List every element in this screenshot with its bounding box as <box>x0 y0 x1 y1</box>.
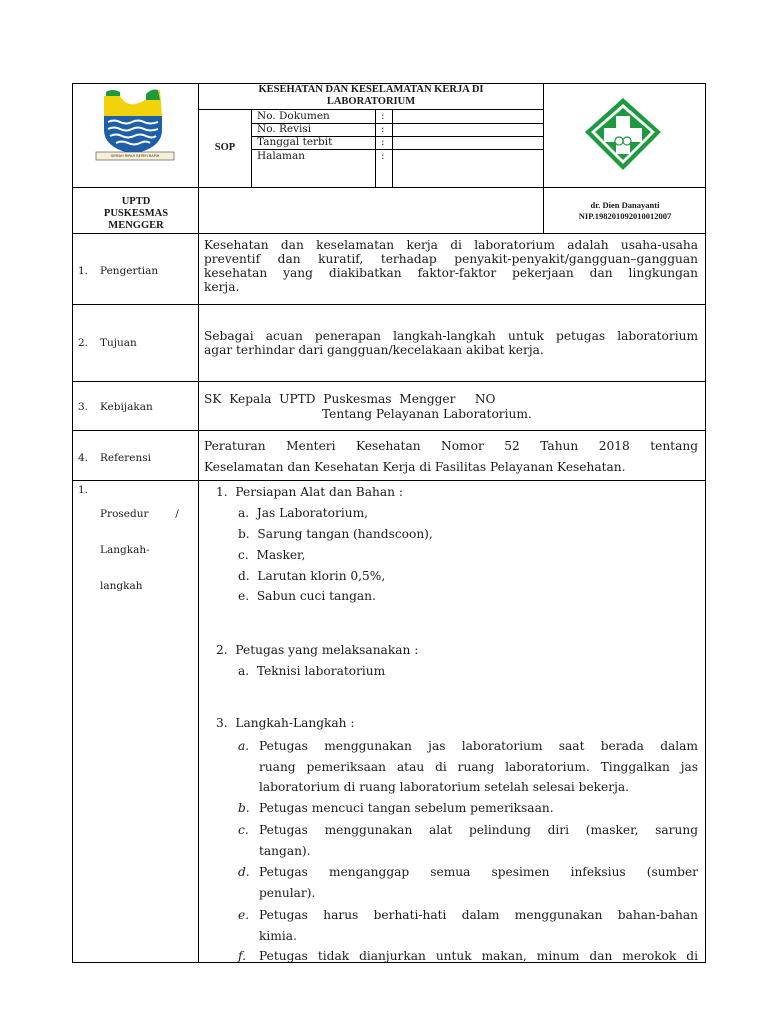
s3-a-line-1: Petugas menggunakan jas laboratorium saat berada dalam <box>259 739 698 753</box>
logo-banner-text: GEMAH RIPAH REPEH RAPIH <box>110 154 160 158</box>
signer-block <box>543 200 707 222</box>
meta-label-revisi: No. Revisi <box>257 123 312 135</box>
s3-e-line-2: kimia. <box>259 929 297 943</box>
s3-letter-d: d. <box>238 865 250 879</box>
s1-item-b: b. Sarung tangan (handscoon), <box>238 527 433 541</box>
org-line-1: UPTD <box>121 196 151 207</box>
s1-item-d: d. Larutan klorin 0,5%, <box>238 569 386 583</box>
s3-letter-b: b. <box>238 801 250 815</box>
s2-item-a: a. Teknisi laboratorium <box>238 664 386 678</box>
s3-a-line-3: laboratorium di ruang laboratorium setelah selesai bekerja. <box>259 780 629 794</box>
s1-item-a: a. Jas Laboratorium, <box>238 506 368 520</box>
s3-d-line-1: Petugas menganggap semua spesimen infeksius (sumber <box>259 865 698 879</box>
pengertian-text: Kesehatan dan keselamatan kerja di laboratorium adalah usaha-usaha preventif dan kuratif, terhadap penyakit-penyakit/gangguan–gangguan kesehatan yang diakibatkan faktor-faktor pekerjaan dan lingkungan kerja. <box>204 238 698 294</box>
s3-title: 3. Langkah-Langkah : <box>216 716 355 730</box>
s3-d-line-2: penular). <box>259 886 316 900</box>
meta-label-tanggal: Tanggal terbit <box>257 136 333 148</box>
s3-a-line-2: ruang pemeriksaan atau di ruang laboratorium. Tinggalkan jas <box>259 760 698 774</box>
meta-sep-revisi: : <box>381 123 385 135</box>
document-title <box>200 84 542 108</box>
regency-logo <box>92 86 178 162</box>
s3-c-line-1: Petugas menggunakan alat pelindung diri (masker, sarung <box>259 823 698 837</box>
tujuan-text: Sebagai acuan penerapan langkah-langkah untuk petugas laboratorium agar terhindar dari gangguan/kecelakaan akibat kerja. <box>204 329 698 357</box>
kebijakan-line-2: Tentang Pelayanan Laboratorium. <box>322 407 532 421</box>
signer-name: dr. Dien Danayanti <box>590 200 660 210</box>
meta-sep-dokumen: : <box>381 110 385 122</box>
signer-nip: NIP.198201092010012007 <box>578 211 672 221</box>
meta-label-dokumen: No. Dokumen <box>257 110 330 122</box>
s3-letter-e: e. <box>238 908 250 922</box>
s3-f-line-1: Petugas tidak dianjurkan untuk makan, minum dan merokok di <box>259 949 698 963</box>
s3-letter-c: c. <box>238 823 249 837</box>
organization-name <box>74 196 198 232</box>
s3-c-line-2: tangan). <box>259 844 311 858</box>
kebijakan-line-1: SK Kepala UPTD Puskesmas Mengger NO <box>204 392 496 406</box>
title-line-1: KESEHATAN DAN KESELAMATAN KERJA DI <box>258 84 484 95</box>
s3-letter-a: a. <box>238 739 250 753</box>
puskesmas-logo <box>583 96 663 172</box>
s3-letter-f: f. <box>238 949 246 963</box>
meta-sep-tanggal: : <box>381 136 385 148</box>
s2-title: 2. Petugas yang melaksanakan : <box>216 643 419 657</box>
meta-sep-halaman: : <box>381 150 385 162</box>
org-line-2: PUSKESMAS <box>103 208 169 219</box>
s3-e-line-1: Petugas harus berhati-hati dalam menggunakan bahan-bahan <box>259 908 698 922</box>
s1-item-c: c. Masker, <box>238 548 306 562</box>
org-line-3: MENGGER <box>108 220 164 231</box>
meta-label-halaman: Halaman <box>257 150 306 162</box>
referensi-text: Peraturan Menteri Kesehatan Nomor 52 Tahun 2018 tentang Keselamatan dan Kesehatan Kerja di Fasilitas Pelayanan Kesehatan. <box>204 439 698 474</box>
s3-b-line-1: Petugas mencuci tangan sebelum pemeriksaan. <box>259 801 554 815</box>
title-line-2: LABORATORIUM <box>326 96 416 107</box>
s1-title: 1. Persiapan Alat dan Bahan : <box>216 485 403 499</box>
sop-label: SOP <box>214 142 236 153</box>
s1-item-e: e. Sabun cuci tangan. <box>238 589 376 603</box>
